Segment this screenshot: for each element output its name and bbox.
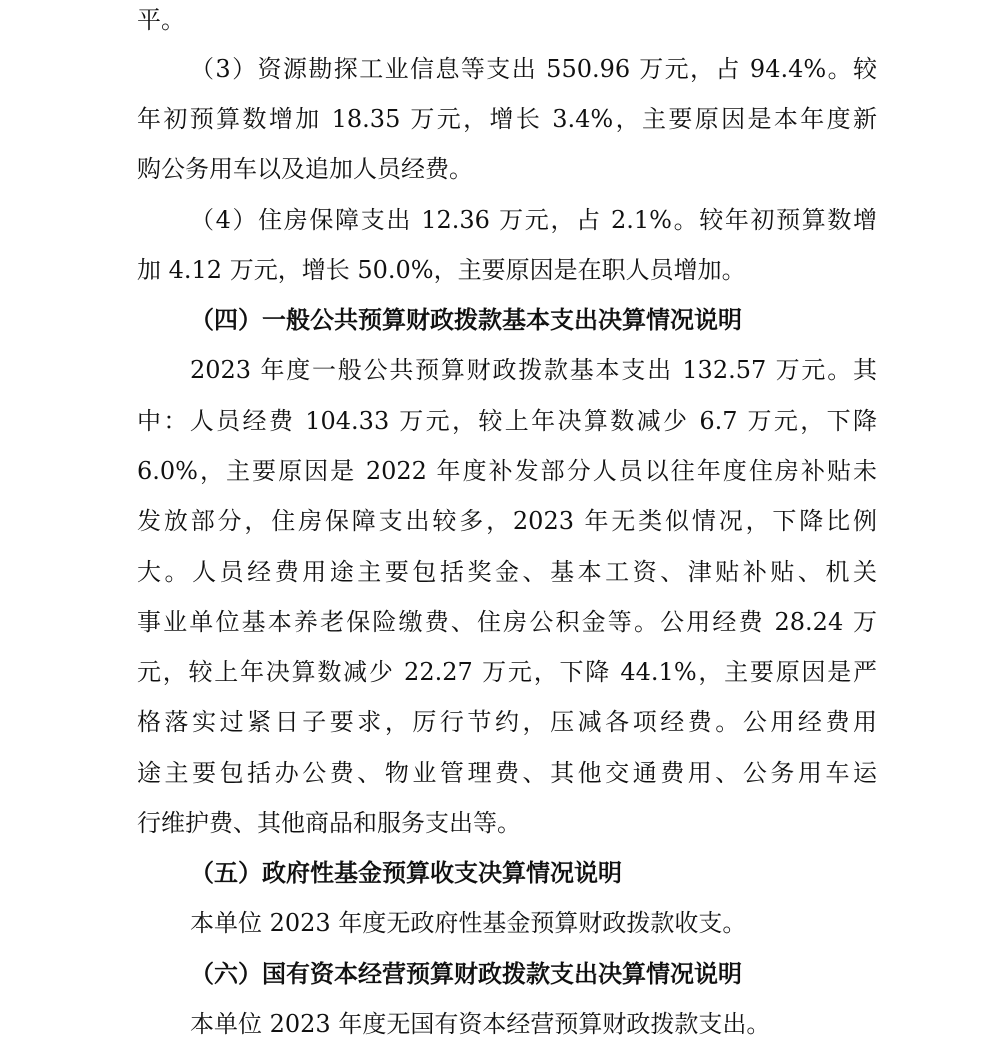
paragraph-line: 年初预算数增加 18.35 万元，增长 3.4%，主要原因是本年度新 [137,105,877,133]
section-heading: （六）国有资本经营预算财政拨款支出决算情况说明 [190,959,742,988]
paragraph-line: 平。 [137,6,185,34]
paragraph-line: 大。人员经费用途主要包括奖金、基本工资、津贴补贴、机关 [137,558,877,586]
paragraph-line: 本单位 2023 年度无政府性基金预算财政拨款收支。 [190,909,747,937]
section-heading: （五）政府性基金预算收支决算情况说明 [190,858,622,887]
paragraph-line: 中：人员经费 104.33 万元，较上年决算数减少 6.7 万元，下降 [137,407,877,435]
paragraph-line: （3）资源勘探工业信息等支出 550.96 万元，占 94.4%。较 [190,55,877,83]
paragraph-line: 加 4.12 万元，增长 50.0%，主要原因是在职人员增加。 [137,256,746,284]
paragraph-line: 行维护费、其他商品和服务支出等。 [137,809,521,837]
paragraph-line: 元，较上年决算数减少 22.27 万元，下降 44.1%，主要原因是严 [137,658,877,686]
paragraph-line: 购公务用车以及追加人员经费。 [137,155,473,183]
section-heading: （四）一般公共预算财政拨款基本支出决算情况说明 [190,305,742,334]
paragraph-line: 途主要包括办公费、物业管理费、其他交通费用、公务用车运 [137,759,877,787]
paragraph-line: 发放部分，住房保障支出较多，2023 年无类似情况，下降比例 [137,507,877,535]
paragraph-line: 事业单位基本养老保险缴费、住房公积金等。公用经费 28.24 万 [137,608,877,636]
paragraph-line: （4）住房保障支出 12.36 万元，占 2.1%。较年初预算数增 [190,206,877,234]
paragraph-line: 2023 年度一般公共预算财政拨款基本支出 132.57 万元。其 [190,356,877,384]
paragraph-line: 6.0%，主要原因是 2022 年度补发部分人员以往年度住房补贴未 [137,457,877,485]
paragraph-line: 本单位 2023 年度无国有资本经营预算财政拨款支出。 [190,1010,771,1038]
paragraph-line: 格落实过紧日子要求，厉行节约，压减各项经费。公用经费用 [137,708,877,736]
